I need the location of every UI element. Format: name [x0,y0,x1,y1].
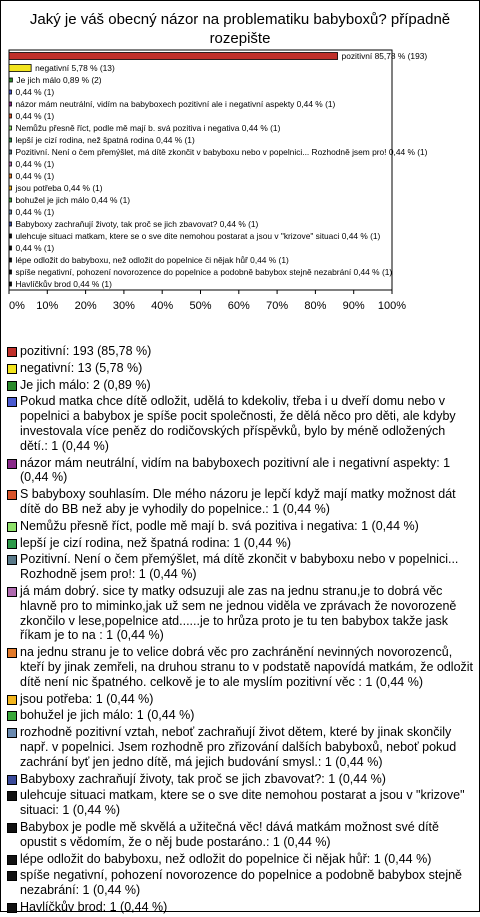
legend-item [6,900,474,915]
legend-swatch [7,347,17,357]
bar-10 [9,162,12,166]
legend-label: Pozitivní. Není o čem přemýšlet, má dítě zkončit v babyboxu nebo v popelnici... Rozhodně jsem pro!: 1 (0,44 %) [20,552,459,582]
bar-label-4: 0,44 % (1) [15,87,55,97]
bar-9 [9,150,12,154]
x-tick-label-2: 10% [36,300,59,312]
legend-swatch [7,555,17,565]
bar-16 [9,234,12,238]
legend-item [6,487,474,517]
bar-3 [9,78,12,82]
legend-label: Je jich málo: 2 (0,89 %) [20,377,151,392]
chart-title-line-1: Jaký je váš obecný názor na problematiku babyboxů? případně [29,11,451,28]
legend-label: Babybox je podle mě skvělá a užitečná věc! dává matkám možnost své dítě opustit s vědomím, že o něj bude postaráno.: 1 (0,44 %) [20,819,439,849]
legend-swatch [7,775,17,785]
bar-label-3: Je jich málo 0,89 % (2) [16,75,102,85]
legend-swatch [7,855,17,865]
legend-swatch [7,490,17,500]
legend-item [6,584,474,643]
bar-18 [9,258,12,262]
x-tick-label-9: 80% [304,300,327,312]
bar-13 [9,198,12,202]
legend-label: bohužel je jich málo: 1 (0,44 %) [20,708,195,723]
bar-8 [9,138,12,142]
bar-17 [9,246,12,250]
legend-item [6,692,474,707]
legend-item [6,788,474,818]
bar-14 [9,210,12,214]
x-tick-label-11: 100% [377,300,407,312]
legend-label: Pokud matka chce dítě odložit, udělá to kdekoliv, třeba i u dveří domu nebo v popelnici a babybox je spíše pocit společnosti, že dělá něco pro děti, ale kdyby investovala více peněz do rodičovských příspěvků, bylo by méně odložených dětí.: 1 (0,44 %) [20,394,456,453]
bar-5 [9,102,12,106]
bar-label-10: 0,44 % (1) [15,159,55,169]
bar-20 [9,282,12,286]
bar-label-14: 0,44 % (1) [15,207,55,217]
legend-label: Havlíčkův brod: 1 (0,44 %) [20,899,168,914]
legend-label: názor mám neutrální, vidím na babyboxech pozitivní ale i negativní aspekty: 1 (0,44 %) [20,455,451,485]
x-tick-label-5: 40% [151,300,174,312]
bar-label-9: Pozitivní. Není o čem přemýšlet, má dítě zkončit v babyboxu nebo v popelnici... Rozhodně jsem pro! 0,44 % (1) [15,147,428,157]
legend-label: ulehcuje situaci matkam, ktere se o sve dite nemohou postarat a jsou v "krizove" situaci: 1 (0,44 %) [20,788,465,818]
bar-label-19: spíše negativní, pohození novorozence do popelnice a podobně babybox stejně nezabrání 0,44 % (1) [15,267,393,277]
bar-label-20: Havlíčkův brod 0,44 % (1) [15,279,112,289]
bar-chart [0,0,480,340]
x-tick-label-8: 70% [266,300,289,312]
bar-19 [9,270,12,274]
legend-item [6,361,474,376]
legend-item [6,868,474,898]
bar-label-7: Nemůžu přesně říct, podle mě mají b. svá pozitiva i negativa 0,44 % (1) [15,123,281,133]
bar-4 [9,90,12,94]
bar-label-13: bohužel je jich málo 0,44 % (1) [15,195,131,205]
legend-item [6,645,474,689]
bar-label-16: ulehcuje situaci matkam, ktere se o sve dite nemohou postarat a jsou v "krizove" situaci 0,44 % (1) [15,231,381,241]
x-tick-label-7: 60% [227,300,250,312]
legend-item [6,708,474,723]
chart-title-line-2: rozepište [209,30,271,47]
bar-11 [9,174,12,178]
legend-label: jsou potřeba: 1 (0,44 %) [20,691,154,706]
legend-item [6,552,474,582]
legend-swatch [7,459,17,469]
bar-label-6: 0,44 % (1) [15,111,55,121]
bar-label-18: lépe odložit do babyboxu, než odložit do popelnice či nějak hůř 0,44 % (1) [15,255,289,265]
chart-legend [6,344,474,917]
legend-label: lepší je cizí rodina, než špatná rodina: 1 (0,44 %) [20,535,291,550]
bar-12 [9,186,12,190]
legend-item [6,344,474,359]
x-tick-label-10: 90% [342,300,365,312]
legend-swatch [7,397,17,407]
legend-label: S babyboxy souhlasím. Dle mého názoru je lepčí když mají matky možnost dát dítě do BB než aby je vyhodily do popelnice.: 1 (0,44 %) [20,487,456,516]
legend-swatch [7,587,17,597]
x-tick-label-6: 50% [189,300,212,312]
legend-item [6,456,474,486]
legend-swatch [7,381,17,391]
legend-swatch [7,823,17,833]
bar-label-5: názor mám neutrální, vidím na babyboxech pozitivní ale i negativní aspekty 0,44 % (1) [15,99,336,109]
legend-label: negativní: 13 (5,78 %) [20,360,143,375]
legend-item [6,378,474,393]
legend-label: pozitivní: 193 (85,78 %) [20,344,152,358]
legend-label: Babyboxy zachraňují životy, tak proč se jich zbavovat?: 1 (0,44 %) [20,771,386,786]
plot-area [9,50,392,290]
bar-15 [9,222,12,226]
legend-label: rozhodně pozitivní vztah, neboť zachraňují život dětem, které by jinak skončily např. v popelnici. Jsem rozhodně pro zřizování dalších babyboxů, neboť pokud zachrání byť jen jedno dítě, má jejich budování smysl.: 1 (0,44 %) [20,725,457,769]
legend-swatch [7,728,17,738]
legend-swatch [7,522,17,532]
bar-2 [9,65,31,72]
bar-label-11: 0,44 % (1) [15,171,55,181]
legend-swatch [7,711,17,721]
legend-label: lépe odložit do babyboxu, než odložit do popelnice či nějak hůř: 1 (0,44 %) [20,851,432,866]
legend-item [6,536,474,551]
bar-label-2: negativní 5,78 % (13) [35,63,115,73]
legend-label: na jednu stranu je to velice dobrá věc pro zachránění nevinných novorozenců, kteří by jinak zemřeli, na druhou stranu to v podstatě napovídá matkám, že odložit dítě není nic špatného. celkově je to ale myslím pozitivní věc : 1 (0,44 %) [20,645,474,689]
legend-swatch [7,791,17,801]
legend-swatch [7,695,17,705]
legend-item [6,772,474,787]
bar-label-15: Babyboxy zachraňují životy, tak proč se jich zbavovat? 0,44 % (1) [15,219,259,229]
x-tick-label-4: 30% [112,300,135,312]
legend-item [6,394,474,453]
legend-item [6,725,474,769]
legend-label: Nemůžu přesně říct, podle mě mají b. svá pozitiva i negativa: 1 (0,44 %) [20,518,419,533]
bar-7 [9,126,12,130]
legend-swatch [7,648,17,658]
bar-1 [9,53,338,60]
legend-swatch [7,871,17,881]
bar-label-12: jsou potřeba 0,44 % (1) [15,183,103,193]
bar-label-17: 0,44 % (1) [15,243,55,253]
legend-swatch [7,364,17,374]
x-tick-label-1: 0% [9,300,25,312]
x-tick-label-3: 20% [74,300,97,312]
legend-swatch [7,539,17,549]
bar-label-1: pozitivní 85,78 % (193) [341,51,428,61]
legend-item [6,820,474,850]
legend-label: spíše negativní, pohození novorozence do popelnice a podobně babybox stejně nezabrání: 1 (0,44 %) [20,868,462,898]
bar-label-8: lepší je cizí rodina, než špatná rodina 0,44 % (1) [15,135,195,145]
legend-item [6,852,474,867]
legend-item [6,519,474,534]
bar-6 [9,114,12,118]
legend-swatch [7,903,17,913]
legend-label: já mám dobrý. sice ty matky odsuzuji ale zas na jednu stranu,je to dobrá věc hlavně pro to miminko,jak už sem ne jednou viděla ve zprávach že novorozeně zkončilo v lese,popelnice atd......je to hrůza proto je tu ten babybox takže jask říkam je to na : 1 (0,44 %) [20,583,457,643]
